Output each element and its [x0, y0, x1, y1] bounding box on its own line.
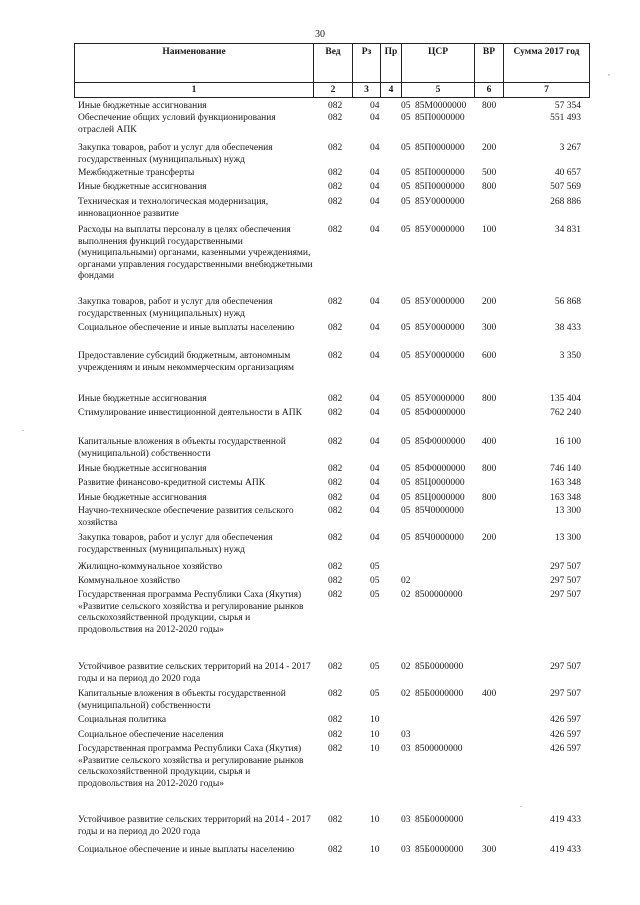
cell-pr: 05	[401, 533, 411, 543]
cell-pr: 05	[401, 493, 411, 503]
cell-ved: 082	[328, 143, 343, 153]
cell-name: Стимулирование инвестиционной деятельности в АПК	[78, 408, 302, 418]
cell-csr: 8500000000	[415, 744, 463, 754]
cell-pr: 05	[401, 168, 411, 178]
cell-csr: 85М0000000	[415, 101, 467, 111]
cell-sum: 56 868	[554, 297, 581, 307]
cell-sum: 746 140	[550, 464, 581, 474]
cell-pr: 02	[401, 662, 411, 672]
cell-csr: 85Ц0000000	[415, 478, 465, 488]
cell-name: Иные бюджетные ассигнования	[78, 493, 207, 503]
cell-ved: 082	[328, 715, 343, 725]
cell-sum: 426 597	[550, 730, 581, 740]
header-number: 5	[402, 83, 475, 98]
cell-sum: 551 493	[550, 113, 581, 123]
cell-ved: 082	[328, 168, 343, 178]
cell-ved: 082	[328, 562, 343, 572]
header-number: 2	[314, 83, 353, 98]
cell-name: Иные бюджетные ассигнования	[78, 464, 207, 474]
cell-vr: 200	[482, 143, 497, 153]
cell-csr: 85У0000000	[415, 323, 465, 333]
cell-sum: 419 433	[550, 815, 581, 825]
cell-ved: 082	[328, 225, 343, 235]
cell-name: Иные бюджетные ассигнования	[78, 394, 207, 404]
cell-rz: 04	[370, 533, 380, 543]
cell-csr: 85Ф0000000	[415, 408, 466, 418]
cell-vr: 800	[482, 182, 497, 192]
cell-pr: 05	[401, 143, 411, 153]
header-name: Наименование	[75, 44, 314, 83]
cell-name: Обеспечение общих условий функционирования отраслей АПК	[78, 113, 276, 135]
cell-name: Техническая и технологическая модернизация, инновационное развитие	[78, 197, 269, 219]
cell-name: Социальная политика	[78, 715, 167, 725]
cell-name: Социальное обеспечение и иные выплаты населению	[78, 323, 295, 333]
cell-rz: 04	[370, 493, 380, 503]
cell-rz: 04	[370, 225, 380, 235]
cell-ved: 082	[328, 493, 343, 503]
cell-vr: 200	[482, 297, 497, 307]
cell-name: Жилищно-коммунальное хозяйство	[78, 562, 223, 572]
cell-ved: 082	[328, 394, 343, 404]
cell-csr: 85Б0000000	[415, 662, 464, 672]
cell-rz: 05	[370, 590, 380, 600]
cell-name: Расходы на выплаты персоналу в целях обеспечения выполнения функций государственными (муниципальными) органами, казенными учреждениями, органами управления государственными внебюджетными фондами	[78, 225, 313, 281]
header-pr: Пр	[381, 44, 402, 83]
table-header	[74, 43, 590, 98]
cell-name: Иные бюджетные ассигнования	[78, 182, 207, 192]
cell-pr: 05	[401, 182, 411, 192]
cell-pr: 05	[401, 437, 411, 447]
cell-csr: 85Ч0000000	[415, 533, 464, 543]
cell-sum: 163 348	[550, 493, 581, 503]
cell-sum: 297 507	[550, 662, 581, 672]
cell-rz: 04	[370, 323, 380, 333]
cell-sum: 3 350	[559, 351, 581, 361]
cell-rz: 04	[370, 168, 380, 178]
cell-pr: 05	[401, 297, 411, 307]
cell-csr: 85Ф0000000	[415, 464, 466, 474]
cell-rz: 04	[370, 197, 380, 207]
cell-rz: 10	[370, 730, 380, 740]
cell-csr: 85П0000000	[415, 143, 465, 153]
cell-sum: 13 300	[554, 506, 581, 516]
cell-rz: 10	[370, 744, 380, 754]
cell-pr: 05	[401, 464, 411, 474]
header-number: 1	[75, 83, 314, 98]
cell-rz: 10	[370, 815, 380, 825]
cell-sum: 3 267	[559, 143, 581, 153]
cell-rz: 05	[370, 689, 380, 699]
cell-rz: 04	[370, 101, 380, 111]
cell-sum: 507 569	[550, 182, 581, 192]
header-number: 7	[504, 83, 590, 98]
cell-pr: 05	[401, 101, 411, 111]
cell-ved: 082	[328, 437, 343, 447]
cell-ved: 082	[328, 182, 343, 192]
cell-vr: 200	[482, 533, 497, 543]
cell-vr: 300	[482, 323, 497, 333]
cell-csr: 85Ч0000000	[415, 506, 464, 516]
cell-rz: 05	[370, 662, 380, 672]
cell-ved: 082	[328, 662, 343, 672]
cell-vr: 400	[482, 437, 497, 447]
cell-csr: 85Б0000000	[415, 845, 464, 855]
cell-name: Социальное обеспечение населения	[78, 730, 224, 740]
cell-csr: 85У0000000	[415, 394, 465, 404]
cell-name: Капитальные вложения в объекты государственной (муниципальной) собственности	[78, 689, 286, 711]
cell-ved: 082	[328, 689, 343, 699]
cell-name: Социальное обеспечение и иные выплаты населению	[78, 845, 295, 855]
cell-ved: 082	[328, 744, 343, 754]
cell-sum: 38 433	[554, 323, 581, 333]
cell-ved: 082	[328, 576, 343, 586]
cell-ved: 082	[328, 464, 343, 474]
cell-ved: 082	[328, 197, 343, 207]
cell-csr: 85П0000000	[415, 168, 465, 178]
cell-rz: 04	[370, 437, 380, 447]
cell-csr: 85У0000000	[415, 297, 465, 307]
cell-csr: 85У0000000	[415, 197, 465, 207]
cell-name: Иные бюджетные ассигнования	[78, 101, 207, 111]
cell-rz: 05	[370, 576, 380, 586]
cell-name: Развитие финансово-кредитной системы АПК	[78, 478, 266, 488]
cell-sum: 135 404	[550, 394, 581, 404]
cell-ved: 082	[328, 113, 343, 123]
cell-sum: 297 507	[550, 689, 581, 699]
header-number: 6	[475, 83, 504, 98]
cell-ved: 082	[328, 845, 343, 855]
cell-pr: 02	[401, 576, 411, 586]
cell-pr: 05	[401, 323, 411, 333]
cell-csr: 85Б0000000	[415, 689, 464, 699]
cell-sum: 297 507	[550, 590, 581, 600]
cell-ved: 082	[328, 590, 343, 600]
cell-name: Устойчивое развитие сельских территорий на 2014 - 2017 годы и на период до 2020 года	[78, 662, 311, 684]
cell-sum: 426 597	[550, 744, 581, 754]
cell-sum: 13 300	[554, 533, 581, 543]
cell-vr: 300	[482, 845, 497, 855]
cell-rz: 05	[370, 562, 380, 572]
cell-name: Закупка товаров, работ и услуг для обеспечения государственных (муниципальных) нужд	[78, 533, 273, 555]
cell-ved: 082	[328, 730, 343, 740]
cell-csr: 85Б0000000	[415, 815, 464, 825]
scan-speck: .	[520, 800, 522, 809]
header-csr: ЦСР	[402, 44, 475, 83]
cell-vr: 400	[482, 689, 497, 699]
cell-name: Капитальные вложения в объекты государственной (муниципальной) собственности	[78, 437, 286, 459]
cell-rz: 04	[370, 182, 380, 192]
page-number: 30	[315, 29, 325, 40]
cell-vr: 800	[482, 493, 497, 503]
header-number: 3	[353, 83, 381, 98]
cell-pr: 05	[401, 113, 411, 123]
cell-name: Межбюджетные трансферты	[78, 168, 195, 178]
cell-pr: 05	[401, 478, 411, 488]
cell-vr: 600	[482, 351, 497, 361]
cell-csr: 8500000000	[415, 590, 463, 600]
cell-sum: 163 348	[550, 478, 581, 488]
cell-ved: 082	[328, 815, 343, 825]
cell-pr: 02	[401, 689, 411, 699]
cell-csr: 85П0000000	[415, 113, 465, 123]
cell-name: Научно-техническое обеспечение развития сельского хозяйства	[78, 506, 294, 528]
cell-pr: 03	[401, 730, 411, 740]
cell-pr: 05	[401, 351, 411, 361]
cell-name: Закупка товаров, работ и услуг для обеспечения государственных (муниципальных) нужд	[78, 297, 273, 319]
header-rz: Рз	[353, 44, 381, 83]
cell-pr: 05	[401, 197, 411, 207]
cell-ved: 082	[328, 323, 343, 333]
cell-sum: 16 100	[554, 437, 581, 447]
cell-rz: 10	[370, 845, 380, 855]
cell-rz: 04	[370, 478, 380, 488]
header-vr: ВР	[475, 44, 504, 83]
scan-speck: .	[22, 424, 24, 433]
header-number: 4	[381, 83, 402, 98]
header-ved: Вед	[314, 44, 353, 83]
cell-name: Государственная программа Республики Саха (Якутия) «Развитие сельского хозяйства и регулирование рынков сельскохозяйственной продукции, сырья и продовольствия на 2012-2020 годы»	[78, 744, 304, 789]
cell-pr: 05	[401, 394, 411, 404]
cell-csr: 85П0000000	[415, 182, 465, 192]
header-sum: Сумма 2017 год	[504, 44, 590, 83]
cell-rz: 04	[370, 408, 380, 418]
cell-sum: 297 507	[550, 576, 581, 586]
cell-pr: 05	[401, 225, 411, 235]
cell-csr: 85У0000000	[415, 351, 465, 361]
cell-name: Государственная программа Республики Саха (Якутия) «Развитие сельского хозяйства и регулирование рынков сельскохозяйственной продукции, сырья и продовольствия на 2012-2020 годы»	[78, 590, 304, 635]
cell-ved: 082	[328, 506, 343, 516]
cell-vr: 100	[482, 225, 497, 235]
cell-pr: 03	[401, 845, 411, 855]
cell-sum: 57 354	[554, 101, 581, 111]
cell-sum: 268 886	[550, 197, 581, 207]
cell-rz: 04	[370, 506, 380, 516]
cell-sum: 762 240	[550, 408, 581, 418]
cell-csr: 85Ц0000000	[415, 493, 465, 503]
cell-vr: 500	[482, 168, 497, 178]
cell-ved: 082	[328, 533, 343, 543]
cell-csr: 85У0000000	[415, 225, 465, 235]
cell-ved: 082	[328, 408, 343, 418]
cell-name: Закупка товаров, работ и услуг для обеспечения государственных (муниципальных) нужд	[78, 143, 273, 165]
cell-rz: 04	[370, 464, 380, 474]
cell-pr: 05	[401, 408, 411, 418]
cell-rz: 04	[370, 143, 380, 153]
cell-sum: 297 507	[550, 562, 581, 572]
cell-rz: 10	[370, 715, 380, 725]
cell-name: Предоставление субсидий бюджетным, автономным учреждениям и иным некоммерческим организациям	[78, 351, 295, 373]
cell-pr: 03	[401, 815, 411, 825]
cell-rz: 04	[370, 394, 380, 404]
cell-sum: 34 831	[554, 225, 581, 235]
cell-vr: 800	[482, 394, 497, 404]
cell-ved: 082	[328, 478, 343, 488]
cell-rz: 04	[370, 351, 380, 361]
cell-vr: 800	[482, 101, 497, 111]
cell-ved: 082	[328, 101, 343, 111]
cell-rz: 04	[370, 297, 380, 307]
cell-pr: 02	[401, 590, 411, 600]
cell-pr: 05	[401, 506, 411, 516]
cell-csr: 85Ф0000000	[415, 437, 466, 447]
cell-ved: 082	[328, 297, 343, 307]
cell-sum: 419 433	[550, 845, 581, 855]
cell-rz: 04	[370, 113, 380, 123]
scan-speck: ,	[608, 68, 610, 77]
cell-name: Устойчивое развитие сельских территорий на 2014 - 2017 годы и на период до 2020 года	[78, 815, 311, 837]
cell-pr: 03	[401, 744, 411, 754]
cell-vr: 800	[482, 464, 497, 474]
cell-ved: 082	[328, 351, 343, 361]
cell-name: Коммунальное хозяйство	[78, 576, 181, 586]
cell-sum: 40 657	[554, 168, 581, 178]
cell-sum: 426 597	[550, 715, 581, 725]
